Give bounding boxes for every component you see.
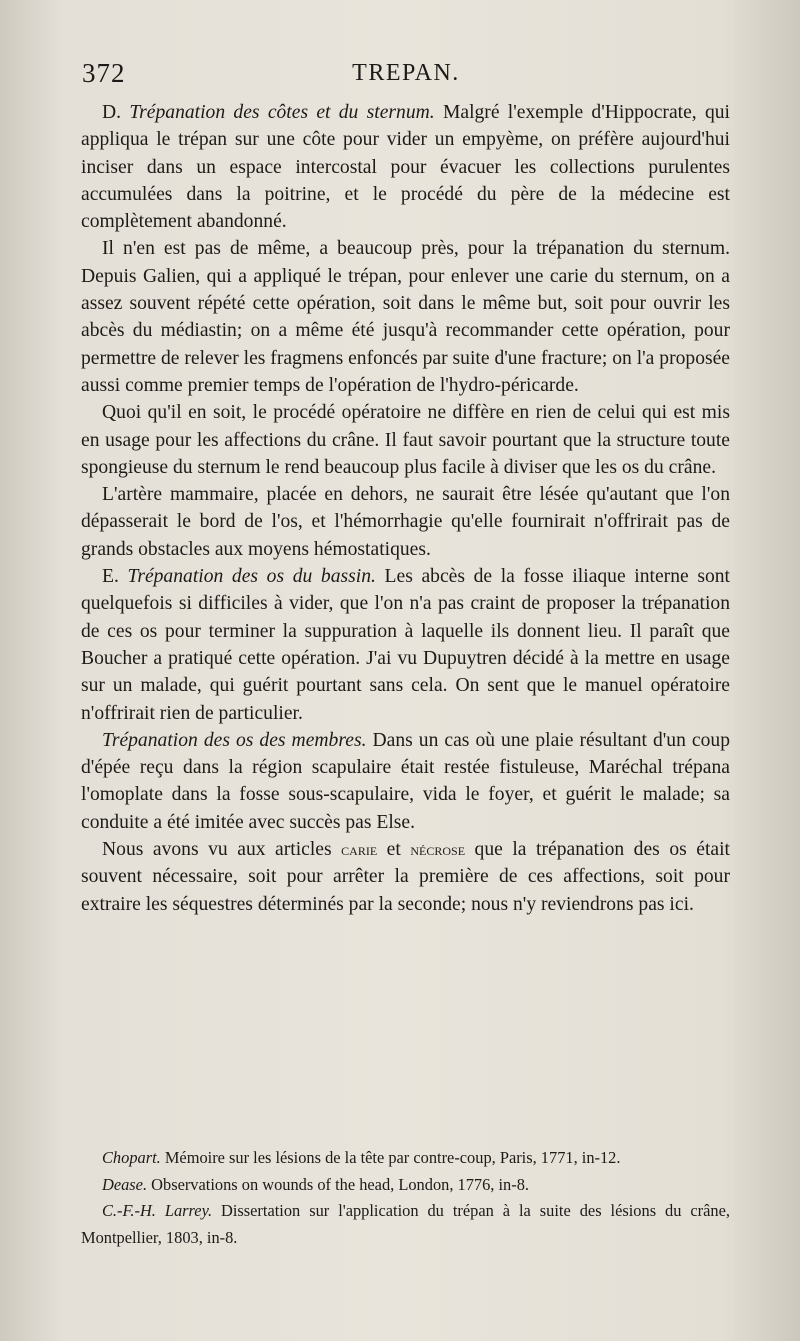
section-d-title: Trépanation des côtes et du sternum.: [129, 102, 435, 123]
reference-item: [81, 1145, 730, 1172]
page-number: 372: [82, 58, 126, 88]
running-title: TREPAN.: [352, 60, 460, 86]
reference-text: Mémoire sur les lésions de la tête par contre-coup, Paris, 1771, in-12.: [160, 1148, 621, 1167]
paragraph-sternum-1: Il n'en est pas de même, a beaucoup près, pour la trépanation du sternum. Depuis Galien, qui a appliqué le trépan, pour enlever une carie du sternum, on a assez souvent répété cette opération, soit dans le même but, soit pour ouvrir les abcès du médiastin; on a même été jusqu'à recommander cette opération, pour permettre de relever les fragmens enfoncés par suite d'une fracture; on l'a proposée aussi comme premier temps de l'opération de l'hydro-péricarde.: [81, 238, 731, 396]
membres-title: Trépanation des os des membres.: [102, 729, 367, 751]
body-text: [81, 99, 730, 918]
reference-text: Dissertation sur l'application du trépan à la suite des lésions du crâne, Montpellier, 1803, in-8.: [81, 1201, 730, 1247]
reference-item: [81, 1198, 730, 1251]
section-d-letter: D.: [102, 102, 122, 123]
section-e-title: Trépanation des os du bassin.: [127, 566, 376, 588]
section-d-text: Malgré l'exemple d'Hippocrate, qui appliqua le trépan sur une côte pour vider un empyème, on préfère aujourd'hui inciser dans un espace intercostal pour évacuer les collections purulentes accumulées dans la poitrine, et le procédé du père de la médecine est complètement abandonné.: [81, 102, 730, 233]
paragraph-sternum-3: L'artère mammaire, placée en dehors, ne saurait être lésée qu'autant que l'on dépasserait le bord de l'os, et l'hémorrhagie qu'elle fournirait n'offrirait pas de grands obstacles aux moyens hémostatiques.: [81, 484, 730, 560]
closing-middle: et: [377, 839, 411, 861]
bibliography: [81, 1145, 730, 1251]
article-carie: carie: [341, 840, 378, 860]
membres-text: Dans un cas où une plaie résultant d'un coup d'épée reçu dans la région scapulaire était restée fistuleuse, Maréchal trépana l'omoplate dans la fosse sous-scapulaire, vida le foyer, et guérit le malade; sa conduite a été imitée avec succès pas Else.: [81, 729, 730, 833]
reference-item: [81, 1172, 730, 1199]
closing-before: Nous avons vu aux articles: [102, 839, 342, 861]
reference-author: Dease.: [102, 1174, 148, 1194]
reference-author: Chopart.: [102, 1148, 161, 1167]
article-necrose: nécrose: [410, 840, 466, 860]
paragraph-section-d: [81, 99, 730, 235]
section-e-text: Les abcès de la fosse iliaque interne sont quelquefois si difficiles à vider, que l'on n'a pas craint de proposer la trépanation de ces os pour terminer la suppuration à laquelle ils donnent lieu. Il paraît que Boucher a pratiqué cette opération. J'ai vu Dupuytren décidé à la mettre en usage sur un malade, qui guérit pourtant sans cela. On sent que le manuel opératoire n'offrirait rien de particulier.: [81, 566, 730, 724]
paragraph-membres: [81, 727, 730, 836]
running-head: [82, 58, 730, 92]
section-e-letter: E.: [102, 566, 119, 588]
paragraph-sternum-2: Quoi qu'il en soit, le procédé opératoire ne diffère en rien de celui qui est mis en usage pour les affections du crâne. Il faut savoir pourtant que la structure toute spongieuse du sternum le rend beaucoup plus facile à diviser que les os du crâne.: [81, 402, 730, 478]
closing-after: que la trépanation des os était souvent nécessaire, soit pour arrêter la première de ces affections, soit pour extraire les séquestres déterminés par la seconde; nous n'y reviendrons pas ici.: [81, 839, 730, 915]
paragraph-closing: [81, 836, 730, 918]
reference-author: C.-F.-H. Larrey.: [102, 1201, 213, 1220]
paragraph-section-e: [81, 563, 730, 727]
reference-text: Observations on wounds of the head, London, 1776, in-8.: [147, 1174, 530, 1194]
